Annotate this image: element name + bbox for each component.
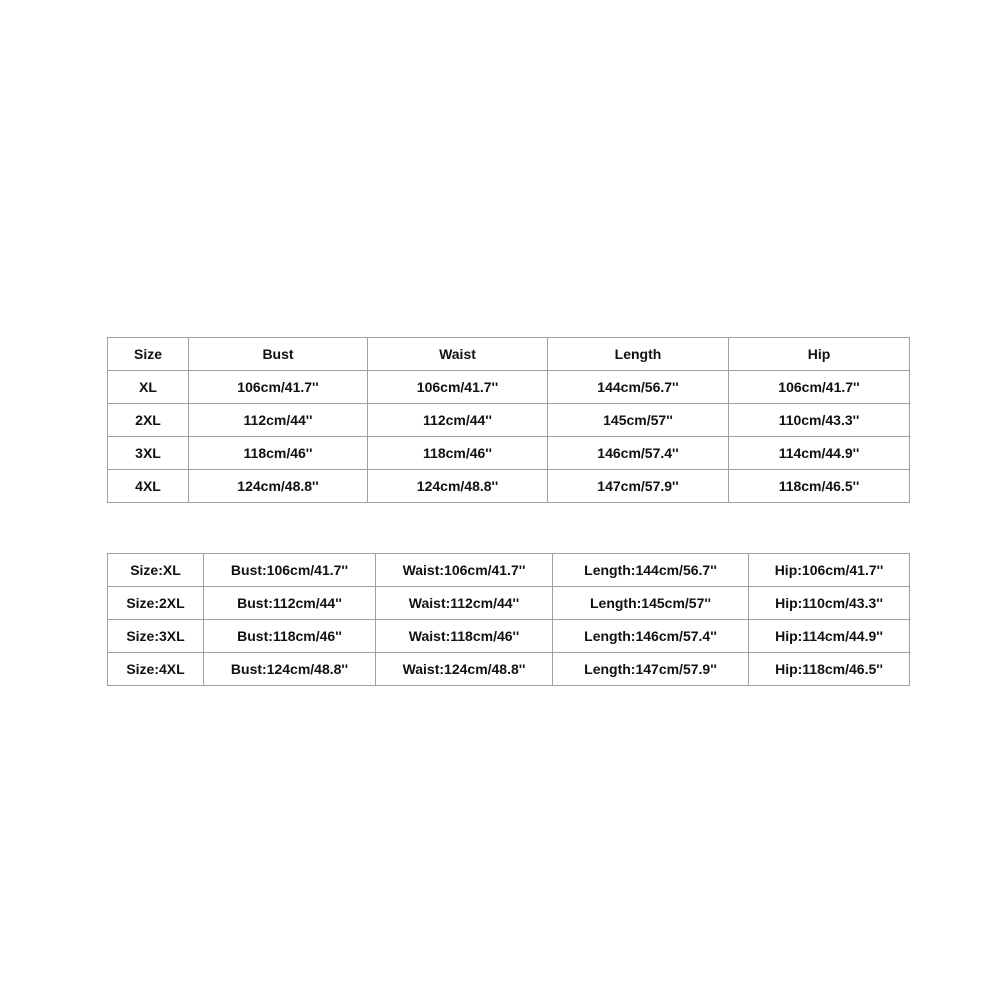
size-cell: Size:4XL xyxy=(108,653,204,686)
length-cell: Length:147cm/57.9'' xyxy=(553,653,749,686)
length-cell: Length:144cm/56.7'' xyxy=(553,554,749,587)
length-cell: Length:145cm/57'' xyxy=(553,587,749,620)
waist-cell: 106cm/41.7'' xyxy=(368,371,548,404)
waist-cell: Waist:118cm/46'' xyxy=(376,620,553,653)
waist-cell: 118cm/46'' xyxy=(368,437,548,470)
length-cell: Length:146cm/57.4'' xyxy=(553,620,749,653)
length-cell: 144cm/56.7'' xyxy=(548,371,729,404)
size-cell: Size:XL xyxy=(108,554,204,587)
bust-cell: 124cm/48.8'' xyxy=(189,470,368,503)
length-cell: 146cm/57.4'' xyxy=(548,437,729,470)
bust-cell: Bust:118cm/46'' xyxy=(204,620,376,653)
size-cell: 4XL xyxy=(108,470,189,503)
hip-cell: 110cm/43.3'' xyxy=(729,404,910,437)
size-cell: XL xyxy=(108,371,189,404)
bust-cell: Bust:124cm/48.8'' xyxy=(204,653,376,686)
hip-cell: Hip:118cm/46.5'' xyxy=(749,653,910,686)
table-row xyxy=(108,620,910,653)
header-cell-hip: Hip xyxy=(729,338,910,371)
bust-cell: 106cm/41.7'' xyxy=(189,371,368,404)
waist-cell: Waist:124cm/48.8'' xyxy=(376,653,553,686)
length-cell: 145cm/57'' xyxy=(548,404,729,437)
waist-cell: 112cm/44'' xyxy=(368,404,548,437)
inline-size-table xyxy=(107,553,910,686)
size-chart-table xyxy=(107,337,910,503)
hip-cell: 106cm/41.7'' xyxy=(729,371,910,404)
header-cell-waist: Waist xyxy=(368,338,548,371)
waist-cell: Waist:112cm/44'' xyxy=(376,587,553,620)
hip-cell: Hip:106cm/41.7'' xyxy=(749,554,910,587)
waist-cell: Waist:106cm/41.7'' xyxy=(376,554,553,587)
bust-cell: Bust:112cm/44'' xyxy=(204,587,376,620)
bust-cell: 118cm/46'' xyxy=(189,437,368,470)
length-cell: 147cm/57.9'' xyxy=(548,470,729,503)
size-cell: 3XL xyxy=(108,437,189,470)
size-cell: 2XL xyxy=(108,404,189,437)
table-row xyxy=(108,371,910,404)
waist-cell: 124cm/48.8'' xyxy=(368,470,548,503)
hip-cell: Hip:110cm/43.3'' xyxy=(749,587,910,620)
size-cell: Size:3XL xyxy=(108,620,204,653)
bust-cell: 112cm/44'' xyxy=(189,404,368,437)
table-row xyxy=(108,470,910,503)
header-cell-length: Length xyxy=(548,338,729,371)
hip-cell: 114cm/44.9'' xyxy=(729,437,910,470)
hip-cell: 118cm/46.5'' xyxy=(729,470,910,503)
table-row xyxy=(108,437,910,470)
header-row xyxy=(108,338,910,371)
header-cell-bust: Bust xyxy=(189,338,368,371)
header-cell-size: Size xyxy=(108,338,189,371)
size-cell: Size:2XL xyxy=(108,587,204,620)
table-row xyxy=(108,554,910,587)
hip-cell: Hip:114cm/44.9'' xyxy=(749,620,910,653)
table-row xyxy=(108,404,910,437)
table-row xyxy=(108,653,910,686)
bust-cell: Bust:106cm/41.7'' xyxy=(204,554,376,587)
table-row xyxy=(108,587,910,620)
